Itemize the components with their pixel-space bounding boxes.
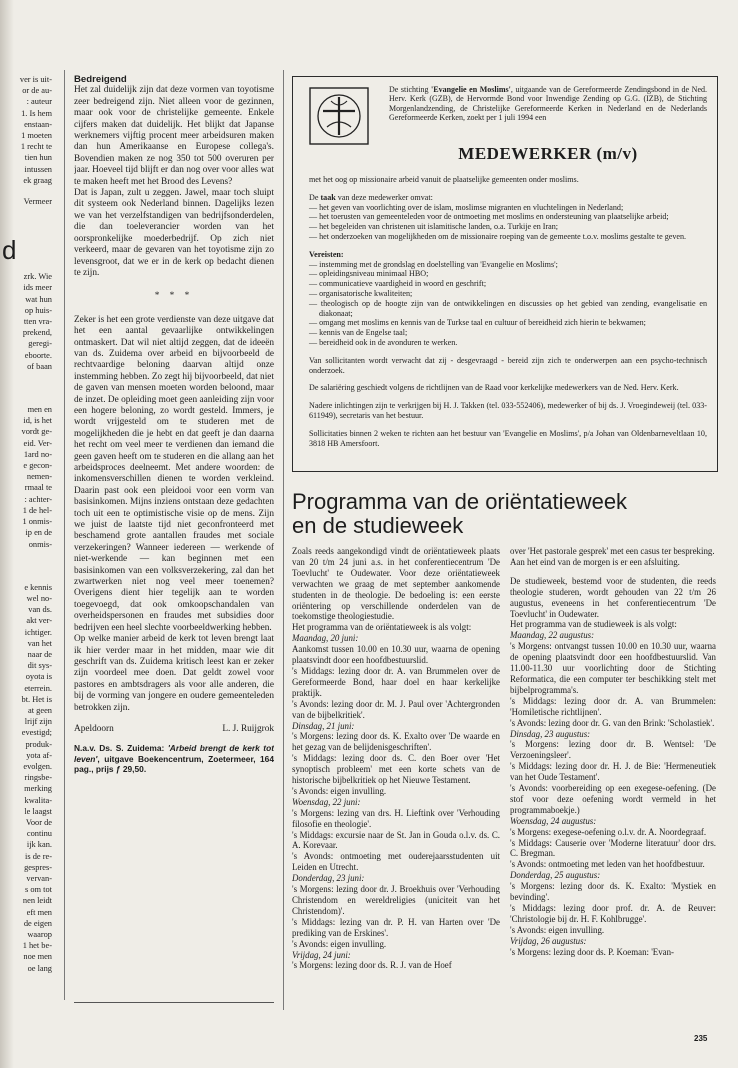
fragment-line: yota af-	[26, 750, 52, 760]
programma-column-right	[510, 546, 716, 958]
fragment-line: : achter-	[24, 494, 52, 504]
fragment-line: prekend,	[22, 328, 52, 338]
fragment-line: 1 onmis-	[22, 517, 52, 527]
fragment-line: de eigen	[23, 918, 52, 928]
task-item: — het toerusten van gemeenteleden voor de ontmoeting met moslims en ondersteuning van plaatselijke arbeid;	[309, 212, 669, 222]
fragment-line: eterrein.	[24, 683, 52, 693]
fragment-line: van het	[27, 638, 52, 648]
fragment-line: rmaal te	[24, 483, 52, 493]
programma-entry: 's Middags: lezing door ds. C. den Boer over 'Het synoptisch probleem' met een korte schets van de historische bijbelkritiek op het Nieuwe Testament.	[292, 753, 500, 786]
programma-column-left	[292, 546, 500, 971]
programma-entry: 's Avonds: lezing door dr. M. J. Paul over 'Achtergronden van de bijbelkritiek'.	[292, 698, 500, 720]
fragment-line: naar de	[27, 649, 52, 659]
spacer	[510, 568, 716, 576]
programma-entry: 's Morgens: exegese-oefening o.l.v. dr. A. Noordegraaf.	[510, 826, 707, 837]
fragment-line: 1 moeten	[21, 131, 52, 141]
article-paragraph-4: Op welke manier arbeid de kerk tot leven brengt laat ik hier verder maar in het midden, maar wie dit geschrift van ds. Zuidema kritisch leest kan er zeker zijn voordeel mee doen. Dat geldt zowel voor pastores en ambtsdragers als voor alle anderen, die bij de vorming van jongere en oudere gemeenteleden betrokken zijn.	[74, 634, 274, 713]
programma-entry: 's Middags: lezing door dr. H. J. de Bie: 'Hermeneutiek van het Oude Testament'.	[510, 761, 716, 783]
fragment-line: s om tot	[25, 885, 52, 895]
article-heading: Bedreigend	[74, 74, 127, 85]
fragment-big-letter: d	[2, 235, 17, 266]
book-reference	[74, 743, 274, 774]
fragment-line: oyota is	[25, 672, 52, 682]
programma-entry: 's Morgens: lezing door ds. P. Koeman: 'Evan-	[510, 946, 674, 957]
application-paragraph: Sollicitaties binnen 2 weken te richten aan het bestuur van 'Evangelie en Moslims', p/a Johan van Oldenbarneveltlaan 10, 3818 HB Amersfoort.	[309, 428, 707, 448]
requirement-item: — kennis van de Engelse taal;	[309, 328, 408, 338]
fragment-line: ip en de	[25, 528, 52, 538]
sollicitant-paragraph: Van sollicitanten wordt verwacht dat zij - desgevraagd - bereid zijn zich te onderwerpen aan een psycho-technisch onderzoek.	[309, 355, 707, 375]
advertisement-title: MEDEWERKER (m/v)	[458, 144, 638, 163]
fragment-line: evolgen.	[23, 761, 52, 771]
programma-entry: Aan het eind van de morgen is er een afsluiting.	[510, 556, 680, 567]
fragment-line: enstaan-	[24, 119, 52, 129]
fragment-line: wat hun	[25, 294, 52, 304]
job-advertisement-box	[292, 76, 718, 472]
book-reference-title: 'Arbeid brengt de kerk tot leven'	[74, 743, 274, 764]
fragment-line: van ds.	[28, 605, 52, 615]
advertisement-body	[309, 175, 707, 456]
programma-entry: 's Morgens: lezing van drs. H. Lieftink over 'Verhouding filosofie en theologie'.	[292, 807, 500, 829]
programma-entry: 's Avonds: voorbereiding op een exegese-oefening. (De stof voor deze oefening wordt vermeld in het programmaboekje.)	[510, 783, 716, 815]
requirement-item: — communicatieve vaardigheid in woord en geschrift;	[309, 279, 487, 289]
fragment-line: waarop	[27, 930, 52, 939]
programma-day-heading: Vrijdag, 24 juni:	[292, 949, 351, 960]
task-heading	[309, 193, 707, 203]
fragment-line: intussen	[24, 164, 52, 174]
programma-entry: 's Avonds: eigen invulling.	[292, 938, 387, 949]
programma-day-heading: Maandag, 20 juni:	[292, 633, 359, 644]
fragment-line: of baan	[27, 361, 52, 371]
fragment-line: ichtiger.	[24, 627, 52, 637]
intro-organisation: 'Evangelie en Moslims'	[431, 85, 511, 94]
programma-entry: 's Morgens: lezing door ds. R. J. van de Hoef	[292, 960, 452, 971]
requirement-item: — organisatorische kwaliteiten;	[309, 288, 413, 298]
programma-entry: 's Middags: Causerie over 'Moderne literatuur' door drs. C. Bregman.	[510, 837, 716, 859]
advertisement-intro	[389, 85, 707, 122]
intro-text: , uitgaande van de Gereformeerde Zendingsbond in de Ned. Herv. Kerk (GZB), de Hervormde Bond voor Inwendige Zending op G.G. (IZB), de Stichting Morgenlandzending, de Christelijke Gereformeerde Kerken in Nederland en de Nederlands Gereformeerde Kerken, zoekt per 1 juli 1994 een	[389, 85, 707, 122]
fragment-line: lrijf zijn	[24, 717, 52, 727]
info-paragraph: Nadere inlichtingen zijn te verkrijgen bij H. J. Takken (tel. 033-552406), medewerker of bij ds. J. Vroegindeweij (tel. 033-611949), secretaris van het bestuur.	[309, 401, 707, 420]
book-reference-details: , uitgave Boekencentrum, Zoetermeer, 164 pag., prijs ƒ 29,50.	[74, 753, 274, 775]
fragment-line: or de au-	[22, 86, 52, 96]
fragment-line: 1 de hel-	[22, 505, 52, 515]
programma-entry: Het programma van de oriëntatieweek is als volgt:	[292, 622, 472, 633]
fragment-line: kwalita-	[24, 795, 52, 805]
programma-title	[292, 490, 716, 538]
article-signature	[74, 724, 274, 735]
article-bottom-rule	[74, 1002, 274, 1003]
programma-entry: Het programma van de studieweek is als volgt:	[510, 619, 677, 630]
fragment-line: : auteur	[26, 97, 52, 107]
fragment-line: 1. Is hem	[21, 108, 52, 118]
programma-entry: 's Morgens: lezing door dr. B. Wentsel: 'De Verzoeningsleer'.	[510, 739, 716, 761]
programma-day-heading: Woensdag, 24 augustus:	[510, 815, 597, 826]
fragment-line: eft men	[26, 907, 52, 917]
programma-entry: 's Middags: excursie naar de St. Jan in Gouda o.l.v. ds. C. A. Korevaar.	[292, 829, 500, 851]
fragment-line: ek graag	[23, 175, 52, 185]
fragment-line: tien hun	[24, 153, 52, 163]
fragment-line: 1 recht te	[20, 142, 52, 152]
fragment-lines-bottom	[2, 582, 52, 974]
task-item: — het onderzoeken van mogelijkheden om de missionaire roeping van de gemeente t.o.v. moslims gestalte te geven.	[309, 231, 687, 241]
fragment-line: tten vra-	[23, 317, 52, 327]
programma-entry: 's Avonds: lezing door dr. G. van den Brink: 'Scholastiek'.	[510, 717, 715, 728]
programma-day-heading: Maandag, 22 augustus:	[510, 630, 595, 641]
fragment-line: vordt ge-	[21, 427, 52, 437]
requirement-item: — omgang met moslims en kennis van de Turkse taal en cultuur of bereidheid zich hierin te bekwamen;	[309, 318, 646, 328]
fragment-lines-mid	[2, 271, 52, 372]
programma-entry: 's Middags: lezing door dr. A. van Brummelen: 'Homiletische richtlijnen'.	[510, 695, 716, 717]
fragment-line: e kennis	[24, 582, 52, 592]
fragment-line: le laagst	[24, 806, 52, 816]
task-item: — het begeleiden van christenen uit islamitische landen, o.a. Turkije en Iran;	[309, 222, 559, 232]
stichting-logo-icon	[309, 87, 369, 145]
fragment-line: ringsbe-	[24, 773, 52, 783]
fragment-line: geregi-	[28, 339, 52, 349]
fragment-line: merking	[24, 784, 52, 794]
fragment-line: oe lang	[27, 963, 52, 973]
programma-day-heading: Woensdag, 22 juni:	[292, 796, 361, 807]
programma-day-heading: Dinsdag, 23 augustus:	[510, 728, 591, 739]
requirement-item: — opleidingsniveau minimaal HBO;	[309, 269, 429, 279]
fragment-line: nemen-	[26, 472, 52, 482]
fragment-signature: Vermeer	[23, 197, 52, 207]
fragment-line: op huis-	[24, 305, 52, 315]
fragment-line: dit sys-	[27, 661, 52, 671]
column-rule-middle	[283, 70, 284, 1010]
advertisement-subtitle: met het oog op missionaire arbeid vanuit de plaatselijke gemeenten onder moslims.	[309, 175, 579, 184]
task-heading-pre: De	[309, 192, 321, 202]
programma-entry: 's Avonds: eigen invulling.	[510, 924, 605, 935]
salary-paragraph: De salariëring geschiedt volgens de richtlijnen van de Raad voor kerkelijke medewerkers van de Ned. Herv. Kerk.	[309, 383, 679, 393]
fragment-line: akt ver-	[26, 616, 52, 626]
fragment-line: gespres-	[24, 862, 52, 872]
requirements-heading: Vereisten:	[309, 249, 344, 259]
page-number: 235	[694, 1034, 708, 1043]
programma-entry: 's Middags: lezing door dr. A. van Brummelen over de Gereformeerde Bond, haar doel en haar kerkelijke praktijk.	[292, 665, 500, 698]
programma-day-heading: Donderdag, 23 juni:	[292, 873, 365, 884]
fragment-line: noe men	[23, 952, 52, 962]
requirement-item: — instemming met de grondslag en doelstelling van 'Evangelie en Moslims';	[309, 259, 558, 269]
fragment-line: nen leidt	[22, 896, 52, 906]
fragment-line: at geen	[28, 705, 52, 715]
fragment-line: e gecon-	[23, 461, 52, 471]
fragment-lines-top	[2, 74, 52, 186]
programma-title-line-1: Programma van de oriëntatieweek	[292, 489, 628, 514]
signature-place: Apeldoorn	[74, 723, 114, 734]
programma-day-heading: Dinsdag, 21 juni:	[292, 720, 355, 731]
signature-author: L. J. Ruijgrok	[222, 723, 274, 734]
fragment-line: produk-	[25, 739, 52, 749]
programma-entry: De studieweek, bestemd voor de studenten, die reeds theologie studeren, wordt gehouden van 22 t/m 26 augustus, eveneens in het conferentiecentrum 'De Toevlucht' in Oudewater.	[510, 575, 716, 619]
fragment-line: bt. Het is	[21, 694, 52, 704]
fragment-line: ver is uit-	[19, 75, 52, 84]
fragment-line: men en	[27, 405, 52, 415]
programma-entry: 's Avonds: ontmoeting met leden van het hoofdbestuur.	[510, 859, 705, 870]
article-column	[74, 74, 274, 775]
programma-entry: 's Avonds: ontmoeting met ouderejaarsstudenten uit Leiden en Utrecht.	[292, 851, 500, 873]
fragment-line: vervan-	[26, 873, 52, 883]
requirements-list	[309, 260, 707, 348]
intro-prefix: De stichting	[389, 85, 432, 94]
programma-entry: 's Morgens: lezing door ds. K. Exalto over 'De waarde en het gezag van de belijdenisgeschriften'.	[292, 731, 500, 753]
fragment-line: id, is het	[23, 416, 52, 426]
fragment-line: continu	[26, 829, 52, 839]
programma-entry: 's Avonds: eigen invulling.	[292, 785, 387, 796]
book-reference-prefix: N.a.v. Ds. S. Zuidema:	[74, 743, 168, 754]
fragment-line: eid. Ver-	[23, 438, 52, 448]
fragment-line: ids meer	[23, 283, 52, 293]
programma-entry: over 'Het pastorale gesprek' met een casus ter bespreking.	[510, 546, 715, 556]
fragment-line: Voor de	[25, 817, 52, 827]
left-fragment-column	[2, 74, 52, 974]
programma-entry: 's Middags: lezing door prof. dr. A. de Reuver: 'Christologie bij dr. H. F. Kohlbrugge'.	[510, 903, 716, 924]
programma-day-heading: Donderdag, 25 augustus:	[510, 870, 601, 881]
task-heading-word: taak	[320, 192, 336, 202]
section-break-stars: * * *	[154, 291, 194, 302]
fragment-line: zrk. Wie	[23, 272, 52, 282]
column-rule-left	[64, 70, 65, 1000]
programma-entry: 's Morgens: lezing door dr. J. Broekhuis over 'Verhouding Christendom en wereldreligies (uniciteit van het Christendom)'.	[292, 884, 500, 916]
fragment-line: ijk kan.	[26, 840, 52, 850]
requirement-item: — theologisch op de hoogte zijn van de ontwikkelingen en discussies op het gebied van zending, evangelisatie en diakonaat;	[309, 298, 707, 318]
fragment-line: is de re-	[25, 851, 52, 861]
article-paragraph-1: Het zal duidelijk zijn dat deze vormen van toyotisme zeer bedreigend zijn. Niet alleen voor de gezinnen, maar ook voor de christelijke gemeente. Enkele cijfers maken dat duidelijk. Het blijkt dat Japanse werknemers vijftig procent meer arbeidsuren maken dan hun Amerikaanse en Europese collega's. Bovendien maken ze nog 350 tot 500 overuren per jaar. Hoeveel tijd blijft er dan nog over voor alles wat te maken heeft met het Brood des Levens?	[74, 85, 274, 187]
programma-entry: 's Morgens: lezing door ds. K. Exalto: 'Mystiek en bevinding'.	[510, 881, 716, 903]
fragment-line: onmis-	[28, 539, 52, 549]
fragment-line: evestigd;	[21, 728, 52, 738]
programma-entry: Aankomst tussen 10.00 en 10.30 uur, waarna de opening plaatsvindt door een hoofdbestuurslid.	[292, 644, 500, 666]
requirement-item: — bereidheid ook in de avonduren te werken.	[309, 337, 458, 347]
task-heading-post: van deze medewerker omvat:	[335, 192, 433, 202]
fragment-line: 1 het be-	[22, 941, 52, 951]
task-list	[309, 203, 707, 242]
programma-title-line-2: en de studieweek	[292, 513, 464, 538]
fragment-line: wel no-	[26, 593, 52, 603]
fragment-line: 1ard no-	[23, 449, 52, 459]
programma-entry: 's Middags: lezing van dr. P. H. van Harten over 'De prediking van de Erskines'.	[292, 916, 500, 938]
programma-day-heading: Vrijdag, 26 augustus:	[510, 935, 587, 946]
article-paragraph-3: Zeker is het een grote verdienste van deze uitgave dat het een aantal gevaarlijke ontwikkelingen ontmaskert. Dat wil niet altijd zeggen, dat de ideeën van ds. Zuidema over arbeid en bijvoorbeeld de rechtvaardige beloning daarvan altijd onze instemming hebben. Zo zegt hij bijvoorbeeld, dat niet de gaven van mensen moeten worden beloond, maar de inzet. De opleiding moet geen aanleiding zijn voor een hogere beloning, zo wordt gesteld. Immers, je wordt vrijgesteld om te studeren met de mogelijkheden die je hebt en dat geeft je dan daarna het recht om veel meer te verdienen dan iemand die geen gaven heeft om te studeren en die allang aan het arbeidsproces deelneemt. Met andere woorden: de inkomensverschillen dienen te worden verkleind. Daarin past ook een pleidooi voor een vorm van basisinkomen. Mijns inziens ontstaan deze gedachten toch uit een te optimistische visie op de mens. Zijn we juist de laatste tijd niet geconfronteerd met beschamend grote aantallen fraudes met sociale verzekeringen? Wanneer iedereen — werkende of niet-werkende — kan beginnen met een basisinkomen van een volksverzekering, zal dan het zwartwerken niet nog veel meer toenemen? Overigens dient hier tegelijk aan te worden toegevoegd, dat ook omkoopschandalen van overheidspersonen en fraudes met subsidies door bedrijven een heel slechte voorbeeldwerking hebben.	[74, 314, 274, 633]
article-paragraph-2: Dat is Japan, zult u zeggen. Jawel, maar toch sluipt dit systeem ook Nederland binnen. Dagelijks lezen we van het verzelfstandigen van bedrijfsonderdelen, die dan toeleverancier worden van het oorspronkelijke moederbedrijf. Op zich niet verkeerd, maar de gevaren van het toyotisme zijn zo levensgroot, dat we er in de kerk op bedacht dienen te zijn.	[74, 188, 274, 278]
programma-entry: 's Morgens: ontvangst tussen 10.00 en 10.30 uur, waarna de opening plaatsvindt door een hoofdbestuurslid. Van 11.00-11.30 uur voorlichting door de Stichting Reformatica, die een computer ter beschikking stelt met bijbelprogramma's.	[510, 641, 716, 695]
fragment-lines-low	[2, 404, 52, 550]
task-item: — het geven van voorlichting over de islam, moslimse migranten en vluchtelingen in Nederland;	[309, 202, 624, 212]
programma-entry: Zoals reeds aangekondigd vindt de oriëntatieweek plaats van 20 t/m 24 juni a.s. in het conferentiecentrum 'De Toevlucht' te Oudewater. Voor deze oriëntatieweek verwachten we graag de met september aankomende studenten in de theologie. De bedoeling is: een eerste oriëntering op verschillende onderdelen van de toekomstige theologiestudie.	[292, 546, 500, 622]
fragment-line: eboorte.	[24, 350, 52, 360]
